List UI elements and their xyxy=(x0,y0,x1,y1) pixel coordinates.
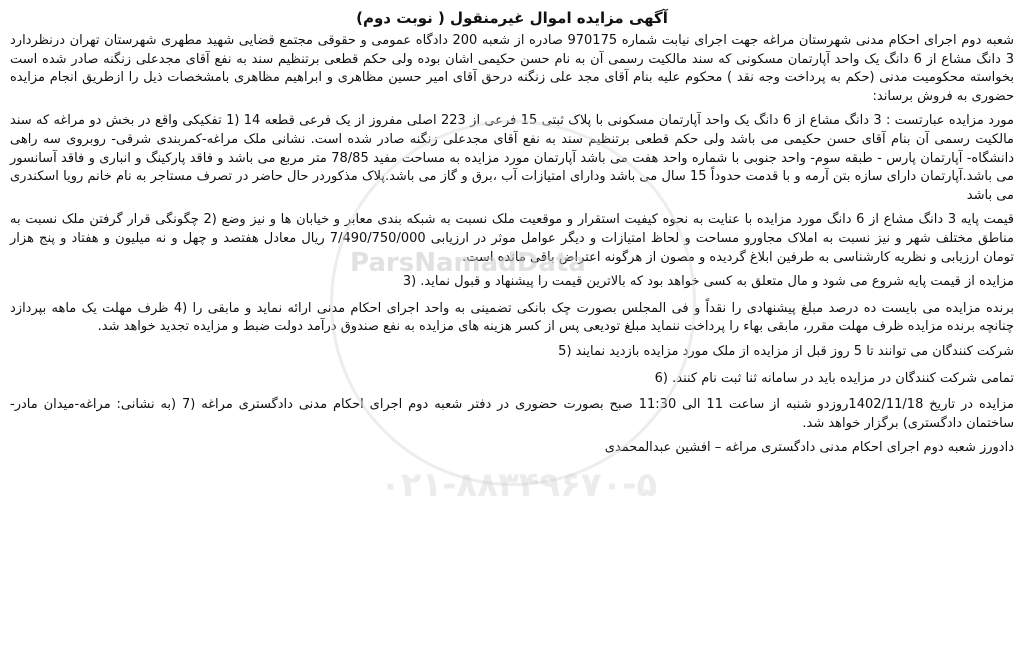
notice-item-1: مورد مزایده عبارتست : 3 دانگ مشاع از 6 دانگ یک واحد آپارتمان مسکونی با پلاک ثبتی 15 فرعی از 223 اصلی مفروز از یک فرعی قطعه 14 (1 تفکیکی واقع در بخش دو مراغه که سند مالکیت رسمی آن بنام آقای حسن حکیمی می باشد ولی حکم قطعی برتنظیم سند به نفع آقای مجدعلی زنگنه صادر شده است. نشانی ملک مراغه-کمربندی شرقی- روبروی سه راهی دانشگاه- آپارتمان پارس - طبقه سوم- واحد جنوبی با شماره واحد هفت می باشد آپارتمان مورد مزایده به مساحت مفید 78/85 متر مربع می باشد و فاقد پارکینگ و انباری و فاقد آسانسور می باشد.آپارتمان دارای سازه بتن آرمه و با قدمت حدوداً 15 سال می باشد ودارای امتیازات آب ،برق و گاز می باشد.پلاک مذکوردر حال حاضر در تصرف مستاجر به نام خانم رویا اسکندری می باشد xyxy=(10,113,1014,203)
notice-item-4: برنده مزایده می بایست ده درصد مبلغ پیشنهادی را نقداً و فی المجلس بصورت چک بانکی تضمینی به واحد اجرای احکام مدنی ارائه نماید و مابقی را (4 ظرف مهلت یک ماهه بپردازد چنانچه برنده مزایده ظرف مهلت مقرر، مابقی بهاء را پرداخت ننماید مبلغ تودیعی پس از کسر هزینه های مزایده به نفع صندوق درآمد دولت ضبط و مزایده تجدید خواهد شد. xyxy=(10,300,1014,335)
notice-item-5: شرکت کنندگان می توانند تا 5 روز قبل از مزایده از ملک مورد مزایده بازدید نمایند (5 xyxy=(558,343,1014,359)
notice-intro: شعبه دوم اجرای احکام مدنی شهرستان مراغه جهت اجرای نیابت شماره 970175 صادره از شعبه 200 دادگاه عمومی و حقوقی مجتمع قضایی شهید مطهری شهرستان تهران درنظردارد 3 دانگ مشاع از 6 دانگ یک واحد آپارتمان مسکونی که سند مالکیت رسمی آن به نام حسن حکیمی اشان بوده ولی حکم قطعی برتنظیم سند به نفع آقای مجدعلی زنگنه صادر شده است بخواسته محکومیت مدنی (حکم به پرداخت وجه نقد ) محکوم علیه بنام آقای مجد علی زنگنه درحق آقای امیر حسین مظاهری و ابراهیم مظاهری بامشخصات ذیل را ازطریق انجام مزایده حضوری به فروش برساند: xyxy=(10,33,1014,104)
notice-item-7: مزایده در تاریخ 1402/11/18روزدو شنبه از ساعت 11 الی 11:30 صبح بصورت حضوری در دفتر شعبه دوم اجرای احکام مدنی دادگستری مراغه (7 (به نشانی: مراغه-میدان مادر-ساختمان دادگستری) برگزار خواهد شد. xyxy=(10,397,1014,431)
watermark-phone: ۰۲۱-۸۸۳۴۹۶۷۰-۵ xyxy=(380,465,658,505)
notice-signature: دادورز شعبه دوم اجرای احکام مدنی دادگستری مراغه – افشین عبدالمحمدی xyxy=(604,440,1014,456)
notice-item-3: مزایده از قیمت پایه شروع می شود و مال متعلق به کسی خواهد بود که بالاترین قیمت را پیشنهاد و قبول نماید. (3 xyxy=(402,274,1014,290)
notice-title: آگهی مزایده اموال غیرمنقول ( نوبت دوم) xyxy=(356,9,668,27)
notice-item-2: قیمت پایه 3 دانگ مشاع از 6 دانگ مورد مزایده با عنایت به نحوه کیفیت استقرار و موقعیت ملک نسبت به شبکه بندی معابر و خیابان ها و نیز وضع (2 چگونگی قرار گرفتن ملک نسبت به مناطق مختلف شهر و نیز نسبت به املاک مجاورو مساحت و لحاظ امتیازات و دیگر عوامل موثر در ارزیابی 7/490/750/000 ریال معادل هفتصد و چهل و نه میلیون و هفتاد و پنج هزار تومان ارزیابی و نظریه کارشناسی به طرفین ابلاغ گردیده و مصون از هرگونه اعتراض باقی مانده است. xyxy=(10,212,1014,265)
notice-item-6: تمامی شرکت کنندگان در مزایده باید در سامانه ثنا ثبت نام کنند. (6 xyxy=(654,370,1014,386)
watermark-brand: ParsNamadData xyxy=(350,248,586,278)
